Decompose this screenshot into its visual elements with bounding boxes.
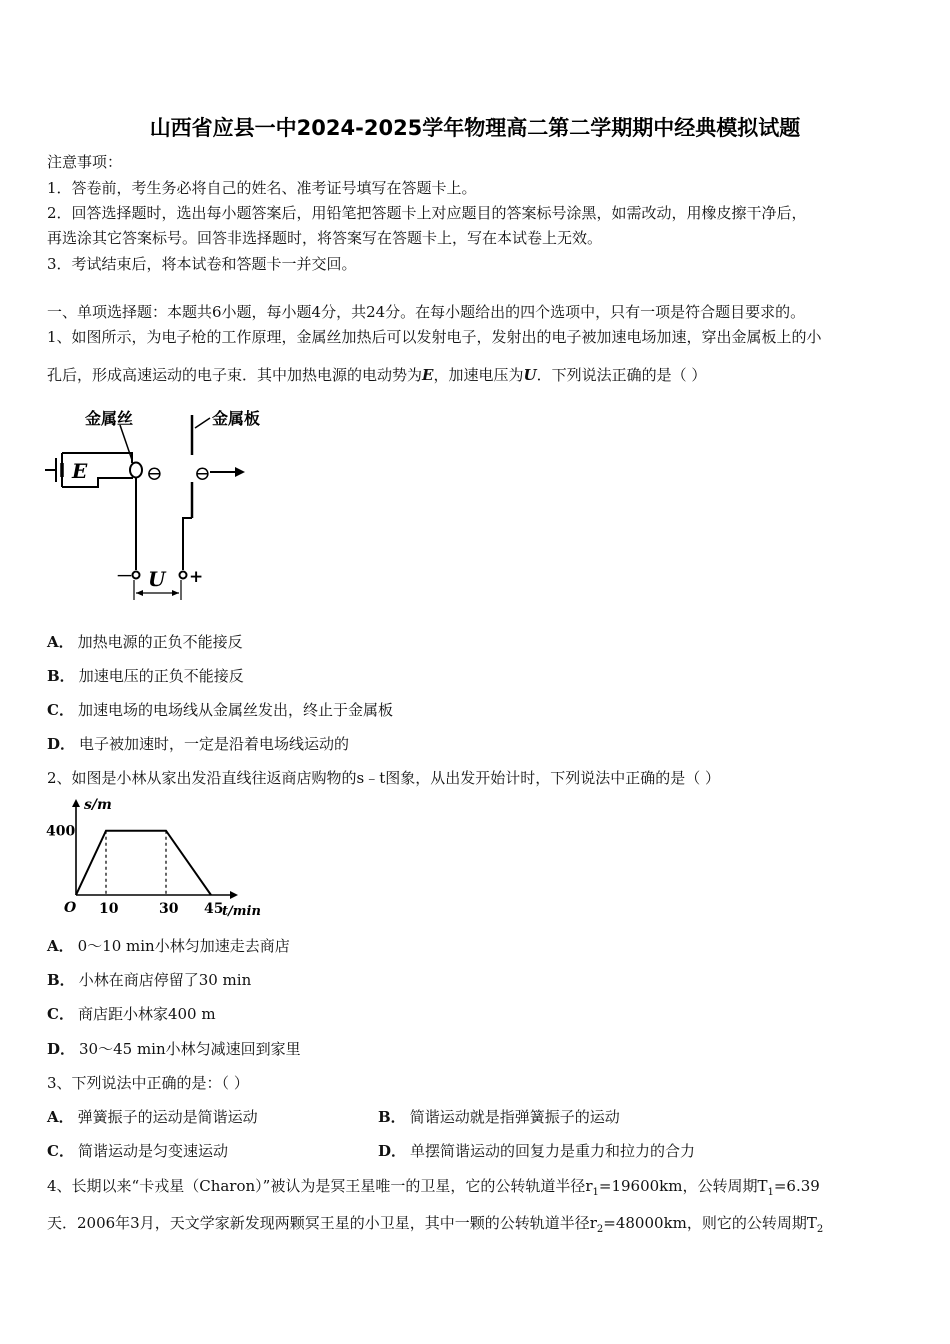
- wire-label-pointer: [120, 425, 132, 460]
- q1-option-c[interactable]: C． 加速电场的电场线从金属丝发出，终止于金属板: [47, 701, 393, 719]
- q3-stem: 3、下列说法中正确的是：（ ）: [47, 1074, 249, 1092]
- q2-option-d[interactable]: D． 30～45 min小林匀减速回到家里: [47, 1040, 301, 1058]
- series-line: [76, 831, 211, 895]
- label-emf-e: E: [72, 459, 88, 483]
- q1-option-a[interactable]: A． 加热电源的正负不能接反: [47, 633, 243, 651]
- q3-option-a[interactable]: A． 弹簧振子的运动是简谐运动: [47, 1108, 258, 1126]
- x-tick-label: 10: [99, 901, 119, 917]
- q2-stem: 2、如图是小林从家出发沿直线往返商店购物的s﹣t图象，从出发开始计时，下列说法中正确的是（ ）: [47, 769, 721, 787]
- q1-var-u: U: [523, 366, 537, 384]
- label-voltage-u: U: [148, 567, 166, 591]
- q4-stem-line1: 4、长期以来“卡戎星（Charon）”被认为是冥王星唯一的卫星，它的公转轨道半径$r_1=19600km$，公转周期$T_1=6.39$: [47, 1177, 820, 1198]
- x-tick-label: 45: [204, 901, 224, 917]
- origin-label: O: [64, 900, 77, 916]
- q1-stem-line2: 孔后，形成高速运动的电子束．其中加热电源的电动势为E，加速电压为U．下列说法正确的是（ ）: [47, 366, 707, 384]
- plate-label-pointer: [195, 418, 210, 428]
- notice-item-2-cont: 再选涂其它答案标号。回答非选择题时，将答案写在答题卡上，写在本试卷上无效。: [47, 229, 603, 247]
- minus-terminal: [133, 572, 140, 579]
- notice-item-2: 2．回答选择题时，选出每小题答案后，用铅笔把答题卡上对应题目的答案标号涂黑，如需改动，用橡皮擦干净后，: [47, 204, 807, 222]
- electron-symbol-2: ⊖: [194, 461, 211, 485]
- beam-arrowhead: [235, 467, 245, 477]
- y-tick-label: 400: [46, 823, 76, 840]
- label-minus: －: [116, 567, 133, 587]
- q3-option-b[interactable]: B． 简谐运动就是指弹簧振子的运动: [378, 1108, 620, 1126]
- y-axis-label: s/m: [84, 797, 112, 813]
- q3-option-d[interactable]: D． 单摆简谐运动的回复力是重力和拉力的合力: [378, 1142, 696, 1160]
- notice-item-1: 1．答卷前，考生务必将自己的姓名、准考证号填写在答题卡上。: [47, 179, 477, 197]
- electron-symbol-1: ⊖: [146, 461, 163, 485]
- label-metal-plate: 金属板: [212, 409, 261, 428]
- plate-lead: [183, 518, 192, 570]
- filament: [130, 463, 142, 478]
- q2-option-c[interactable]: C． 商店距小林家400 m: [47, 1005, 216, 1023]
- electron-gun-diagram: [40, 400, 280, 610]
- q4-stem-line2: 天．2006年3月，天文学家新发现两颗冥王星的小卫星，其中一颗的公转轨道半径$r_2=48000km$，则它的公转周期$T_2$: [47, 1214, 824, 1235]
- q2-option-b[interactable]: B． 小林在商店停留了30 min: [47, 971, 252, 989]
- page-title: 山西省应县一中2024-2025学年物理高二第二学期期中经典模拟试题: [149, 116, 801, 140]
- x-axis-arrow: [230, 891, 238, 899]
- x-axis-label: t/min: [222, 904, 261, 919]
- notice-heading: 注意事项：: [47, 153, 123, 171]
- q1-option-b[interactable]: B． 加速电压的正负不能接反: [47, 667, 244, 685]
- q1-option-d[interactable]: D． 电子被加速时，一定是沿着电场线运动的: [47, 735, 350, 753]
- x-tick-label: 30: [159, 901, 179, 917]
- q1-stem-line1: 1、如图所示，为电子枪的工作原理，金属丝加热后可以发射电子，发射出的电子被加速电场加速，穿出金属板上的小: [47, 328, 822, 346]
- plus-terminal: [180, 572, 187, 579]
- section-heading: 一、单项选择题：本题共6小题，每小题4分，共24分。在每小题给出的四个选项中，只有一项是符合题目要求的。: [47, 303, 806, 321]
- label-plus: +: [189, 567, 204, 587]
- q1-var-e: E: [422, 366, 434, 384]
- st-graph: [40, 797, 260, 922]
- label-metal-wire: 金属丝: [85, 409, 134, 428]
- notice-item-3: 3．考试结束后，将本试卷和答题卡一并交回。: [47, 255, 357, 273]
- q2-option-a[interactable]: A． 0～10 min小林匀加速走去商店: [47, 937, 290, 955]
- q3-option-c[interactable]: C． 简谐运动是匀变速运动: [47, 1142, 228, 1160]
- y-axis-arrow: [72, 799, 80, 807]
